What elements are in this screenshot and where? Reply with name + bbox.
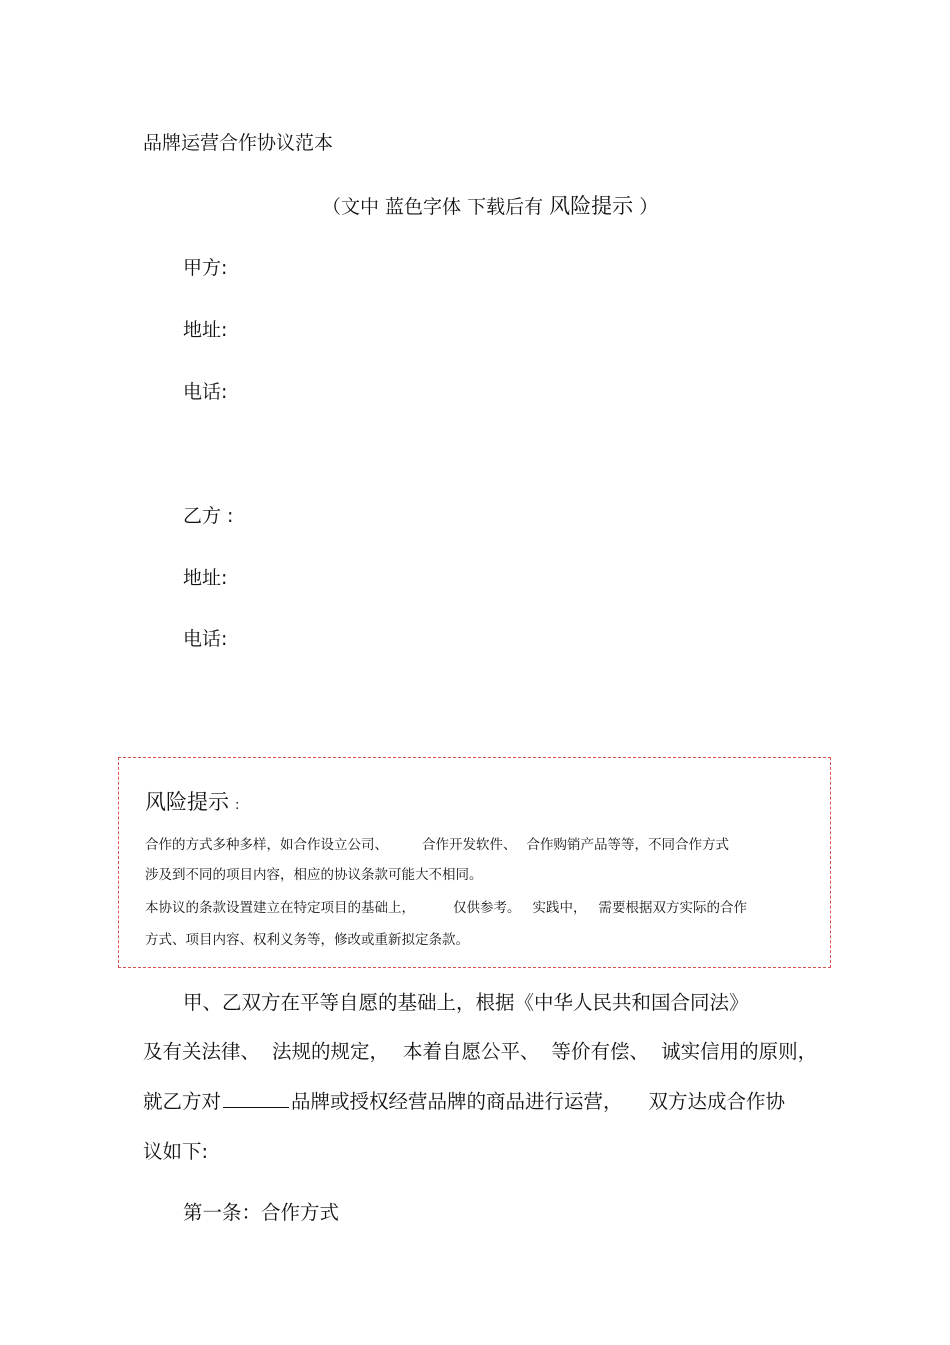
subtitle-risk-text: 风险提示 [549, 194, 634, 218]
preamble-line3-part2: 品牌或授权经营品牌的商品进行运营， [291, 1090, 623, 1113]
brand-name-blank[interactable] [223, 1092, 289, 1108]
subtitle-close: ） [639, 196, 659, 218]
document-subtitle [322, 190, 658, 220]
preamble-line2-part5: 诚实信用的原则， [661, 1040, 818, 1063]
risk-line3-part2: 仅供参考。 [453, 900, 521, 916]
risk-line1-part3: 合作购销产品等等，不同合作方式 [526, 837, 729, 853]
preamble-line: 甲、乙双方在平等自愿的基础上，根据《中华人民共和国合同法》 [183, 991, 749, 1014]
risk-notice-line [145, 833, 729, 853]
risk-notice-title [145, 786, 239, 816]
party-a-phone-label: 电话: [183, 381, 228, 403]
risk-line3-part1: 本协议的条款设置建立在特定项目的基础上， [145, 900, 415, 916]
party-a-address-label: 地址: [183, 319, 228, 341]
risk-notice-line: 涉及到不同的项目内容，相应的协议条款可能大不相同。 [145, 867, 483, 883]
risk-notice-line: 方式、项目内容、权利义务等，修改或重新拟定条款。 [145, 932, 469, 948]
preamble-line: 议如下: [143, 1140, 209, 1163]
preamble-line [143, 1086, 785, 1114]
risk-notice-box [118, 757, 831, 968]
subtitle-text: （文中 蓝色字体 下载后有 [322, 196, 544, 218]
party-a-label: 甲方: [183, 257, 228, 279]
risk-line1-part2: 合作开发软件、 [422, 837, 517, 853]
article-1-heading: 第一条：合作方式 [183, 1201, 340, 1224]
preamble-line [143, 1036, 817, 1064]
preamble-line3-part3: 双方达成合作协 [648, 1090, 786, 1113]
party-b-phone-label: 电话: [183, 628, 228, 650]
preamble-line3-part1: 就乙方对 [143, 1090, 222, 1113]
risk-notice-title-text: 风险提示 [145, 790, 229, 814]
party-b-label: 乙方 : [183, 505, 234, 527]
preamble-line2-part4: 等价有偿、 [551, 1040, 650, 1063]
risk-notice-line [145, 896, 747, 916]
risk-line3-part4: 需要根据双方实际的合作 [598, 900, 747, 916]
risk-line1-part1: 合作的方式多种多样，如合作设立公司、 [145, 837, 388, 853]
party-b-address-label: 地址: [183, 567, 228, 589]
preamble-line2-part2: 法规的规定， [272, 1040, 390, 1063]
preamble-line2-part1: 及有关法律、 [143, 1040, 261, 1063]
risk-notice-colon: : [235, 798, 240, 813]
document-title: 品牌运营合作协议范本 [143, 132, 334, 154]
risk-line3-part3: 实践中， [532, 900, 587, 916]
preamble-line2-part3: 本着自愿公平、 [403, 1040, 540, 1063]
